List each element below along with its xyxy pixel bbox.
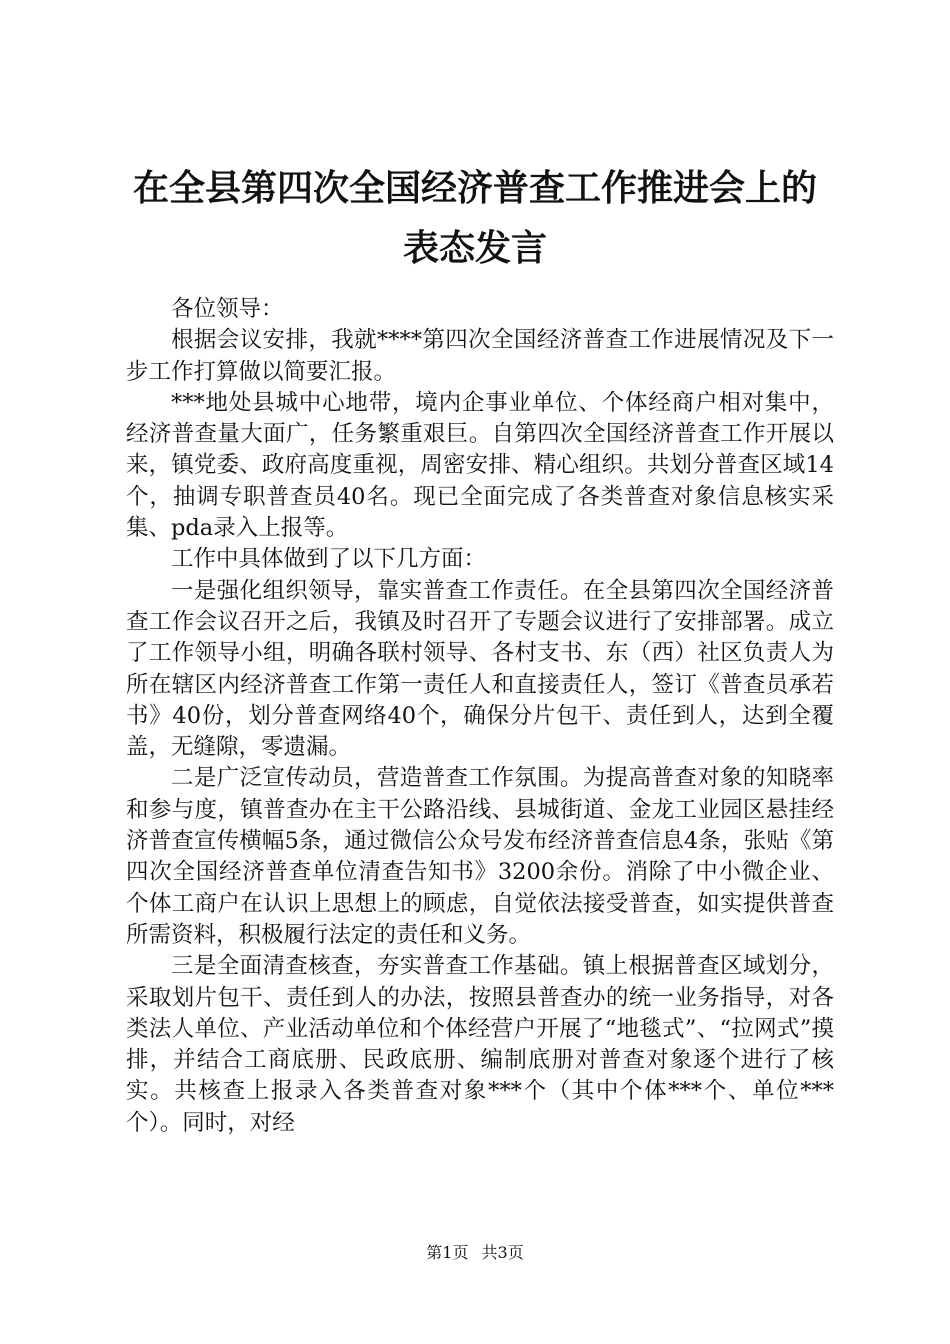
document-body (126, 294, 834, 1139)
paragraph-overview: ***地处县城中心地带，境内企事业单位、个体经商户相对集中，经济普查量大面广，任务繁重艰巨。自第四次全国经济普查工作开展以来，镇党委、政府高度重视，周密安排、精心组织。共划分普查区域14个，抽调专职普查员40名。现已全面完成了各类普查对象信息核实采集、pda录入上报等。 (126, 389, 834, 542)
paragraph-intro: 根据会议安排，我就****第四次全国经济普查工作进展情况及下一步工作打算做以简要汇报。 (126, 327, 834, 385)
document-title: 在全县第四次全国经济普查工作推进会上的表态发言 (132, 167, 817, 269)
paragraph-point-3: 三是全面清查核查，夯实普查工作基础。镇上根据普查区域划分，采取划片包干、责任到人的办法，按照县普查办的统一业务指导，对各类法人单位、产业活动单位和个体经营户开展了“地毯式”、“拉网式”摸排，并结合工商底册、民政底册、编制底册对普查对象逐个进行了核实。共核查上报录入各类普查对象***个（其中个体***个、单位***个）。同时，对经 (126, 953, 834, 1136)
paragraph-lead-in: 工作中具体做到了以下几方面： (171, 546, 487, 573)
page-footer (0, 1243, 950, 1263)
paragraph-point-1: 一是强化组织领导，靠实普查工作责任。在全县第四次全国经济普查工作会议召开之后，我镇及时召开了专题会议进行了安排部署。成立了工作领导小组，明确各联村领导、各村支书、东（西）社区负责人为所在辖区内经济普查工作第一责任人和直接责任人，签订《普查员承若书》40份，划分普查网络40个，确保分片包干、责任到人，达到全覆盖，无缝隙，零遗漏。 (126, 577, 834, 761)
page-total: 共3页 (481, 1243, 524, 1262)
salutation: 各位领导： (171, 296, 284, 322)
page-number: 第1页 (426, 1243, 469, 1262)
paragraph-point-2: 二是广泛宣传动员，营造普查工作氛围。为提高普查对象的知晓率和参与度，镇普查办在主干公路沿线、县城街道、金龙工业园区悬挂经济普查宣传横幅5条，通过微信公众号发布经济普查信息4条，张贴《第四次全国经济普查单位清查告知书》3200余份。消除了中小微企业、个体工商户在认识上思想上的顾虑，自觉依法接受普查，如实提供普查所需资料，积极履行法定的责任和义务。 (126, 765, 834, 948)
